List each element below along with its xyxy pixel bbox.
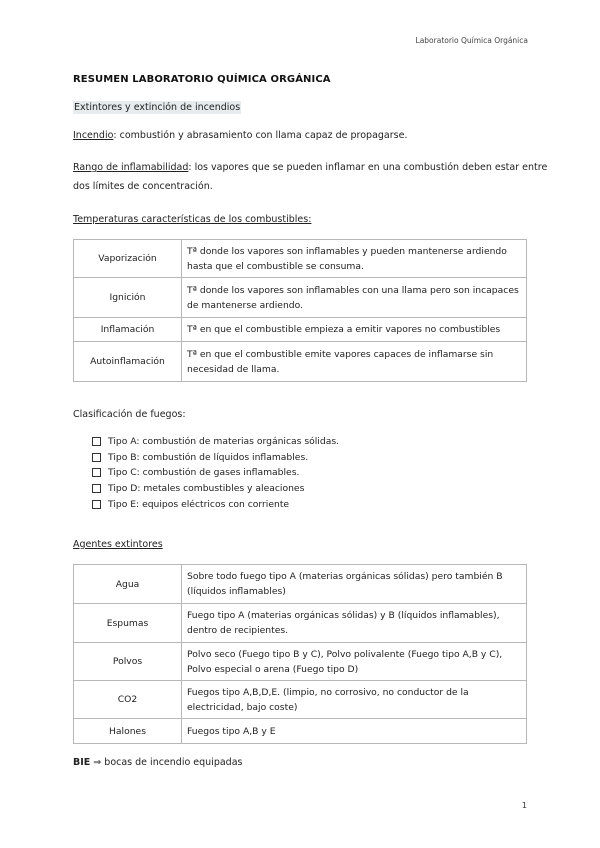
bie-line (73, 757, 243, 768)
document-title: RESUMEN LABORATORIO QUÍMICA ORGÁNICA (73, 74, 331, 85)
list-item-label: Tipo A: combustión de materias orgánicas sólidas. (108, 436, 340, 447)
list-item (92, 467, 299, 478)
checkbox-icon[interactable] (92, 500, 101, 509)
list-item (92, 436, 339, 447)
definition-incendio: : combustión y abrasamiento con llama capaz de propagarse. (113, 130, 408, 141)
checkbox-icon[interactable] (92, 484, 101, 493)
checkbox-icon[interactable] (92, 468, 101, 477)
agent-label: Polvos (74, 643, 182, 681)
list-item-label: Tipo D: metales combustibles y aleaciones (108, 483, 305, 494)
table-row (74, 318, 527, 342)
list-item (92, 452, 308, 463)
agent-label: CO2 (74, 681, 182, 719)
temp-label: Autoinflamación (74, 342, 182, 382)
term-incendio: Incendio (73, 130, 114, 141)
paragraph-incendio (73, 126, 407, 145)
agent-label: Halones (74, 719, 182, 744)
agent-description: Polvo seco (Fuego tipo B y C), Polvo polivalente (Fuego tipo A,B y C), Polvo especial o arena (Fuego tipo D) (182, 643, 527, 681)
section-heading-extintores: Extintores y extinción de incendios (74, 102, 241, 113)
agent-label: Espumas (74, 604, 182, 643)
table-row (74, 604, 527, 643)
list-item (92, 483, 304, 494)
paragraph-rango (73, 158, 547, 196)
agent-description: Fuegos tipo A,B,D,E. (limpio, no corrosivo, no conductor de la electricidad, bajo coste) (182, 681, 527, 719)
table-agentes (73, 564, 527, 744)
temp-description: Tª en que el combustible emite vapores capaces de inflamarse sin necesidad de llama. (182, 342, 527, 382)
agent-description: Fuego tipo A (materias orgánicas sólidas) y B (líquidos inflamables), dentro de recipientes. (182, 604, 527, 643)
list-item (92, 499, 289, 510)
agent-label: Agua (74, 565, 182, 604)
heading-agentes: Agentes extintores (73, 539, 163, 550)
bie-text: bocas de incendio equipadas (104, 757, 243, 768)
temp-label: Ignición (74, 278, 182, 318)
table-temperaturas (73, 239, 527, 382)
temp-description: Tª en que el combustible empieza a emitir vapores no combustibles (182, 318, 527, 342)
table-row (74, 681, 527, 719)
checkbox-icon[interactable] (92, 453, 101, 462)
page-number: 1 (521, 801, 527, 810)
heading-temperaturas: Temperaturas características de los combustibles: (73, 214, 312, 225)
table-row (74, 565, 527, 604)
temp-label: Inflamación (74, 318, 182, 342)
list-item-label: Tipo B: combustión de líquidos inflamables. (108, 452, 309, 463)
table-row (74, 240, 527, 278)
bie-abbreviation: BIE (73, 757, 91, 768)
temp-label: Vaporización (74, 240, 182, 278)
table-row (74, 643, 527, 681)
heading-clasificacion: Clasificación de fuegos: (73, 409, 186, 420)
table-row (74, 278, 527, 318)
table-row (74, 342, 527, 382)
temp-description: Tª donde los vapores son inflamables con una llama pero son incapaces de mantenerse ardiendo. (182, 278, 527, 318)
arrow-icon: ⇒ (93, 757, 102, 768)
list-item-label: Tipo E: equipos eléctricos con corriente (108, 499, 290, 510)
table-row (74, 719, 527, 744)
agent-description: Sobre todo fuego tipo A (materias orgánicas sólidas) pero también B (líquidos inflamables) (182, 565, 527, 604)
term-rango: Rango de inflamabilidad (73, 162, 189, 173)
temp-description: Tª donde los vapores son inflamables y pueden mantenerse ardiendo hasta que el combustible se consuma. (182, 240, 527, 278)
running-header: Laboratorio Química Orgánica (415, 36, 528, 45)
definition-rango-1: : los vapores que se pueden inflamar en una combustión deben estar entre (188, 162, 548, 173)
list-item-label: Tipo C: combustión de gases inflamables. (108, 467, 300, 478)
agent-description: Fuegos tipo A,B y E (182, 719, 527, 744)
definition-rango-2: dos límites de concentración. (73, 181, 213, 192)
checkbox-icon[interactable] (92, 437, 101, 446)
